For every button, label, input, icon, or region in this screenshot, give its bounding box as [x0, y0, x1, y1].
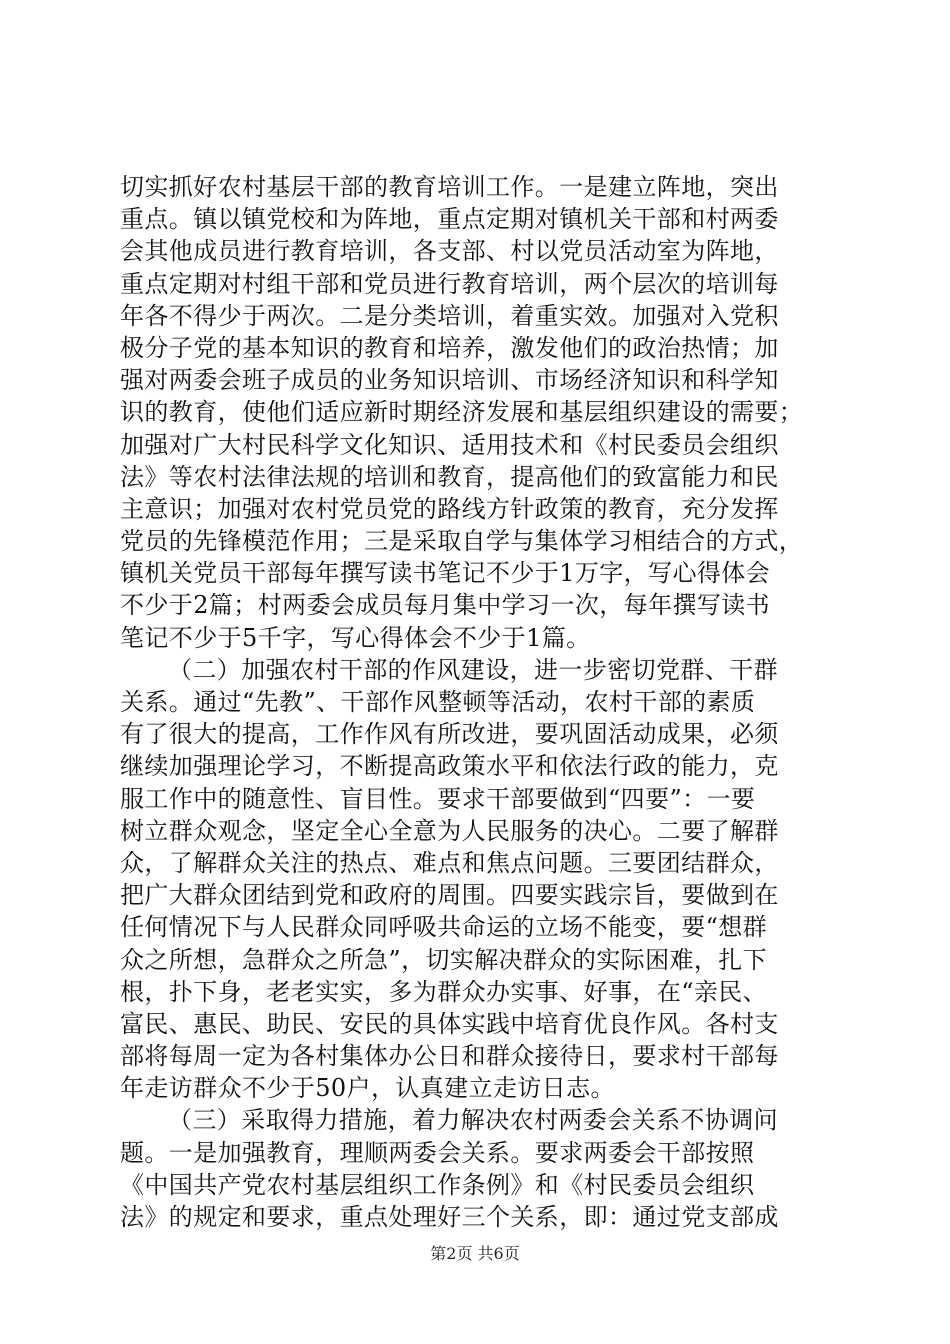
text-line: 服工作中的随意性、盲目性。要求干部要做到“四要”：一要 [120, 784, 756, 813]
text-line: 不少于2篇；村两委会成员每月集中学习一次，每年撰写读书 [120, 591, 771, 620]
text-line: 关系。通过“先教”、干部作风整顿等活动，农村干部的素质 [120, 688, 756, 716]
text-line: 法》等农村法律法规的培训和教育，提高他们的致富能力和民 [120, 462, 779, 491]
page-footer [0, 1244, 950, 1264]
text-line: 部将每周一定为各村集体办公日和群众接待日，要求村干部每 [120, 1042, 779, 1071]
text-line: 有了很大的提高，工作作风有所改进，要巩固活动成果，必须 [120, 720, 779, 749]
text-line: 年走访群众不少于50户，认真建立走访日志。 [120, 1074, 615, 1103]
text-line: 主意识；加强对农村党员党的路线方针政策的教育，充分发挥 [120, 494, 779, 523]
page-number-label: 第2页 共6页 [430, 1244, 520, 1263]
text-line: 加强对广大村民科学文化知识、适用技术和《村民委员会组织 [120, 430, 779, 459]
text-line: 重点定期对村组干部和党员进行教育培训，两个层次的培训每 [120, 269, 779, 298]
text-line: 识的教育，使他们适应新时期经济发展和基层组织建设的需要； [120, 398, 804, 427]
text-line-indented: （二）加强农村干部的作风建设，进一步密切党群、干群 [168, 655, 778, 684]
text-line: 树立群众观念，坚定全心全意为人民服务的决心。二要了解群 [120, 816, 779, 845]
text-line: 切实抓好农村基层干部的教育培训工作。一是建立阵地，突出 [120, 173, 779, 201]
text-line: 继续加强理论学习，不断提高政策水平和依法行政的能力，克 [120, 752, 779, 781]
text-line: 重点。镇以镇党校和为阵地，重点定期对镇机关干部和村两委 [120, 205, 779, 234]
paragraph-3 [120, 1104, 840, 1233]
text-line: 任何情况下与人民群众同呼吸共命运的立场不能变，要“想群 [120, 913, 768, 942]
paragraph-2 [120, 654, 840, 1105]
text-line: 把广大群众团结到党和政府的周围。四要实践宗旨，要做到在 [120, 881, 779, 910]
text-line: 题。一是加强教育，理顺两委会关系。要求两委会干部按照 [120, 1138, 755, 1167]
text-line: 法》的规定和要求，重点处理好三个关系，即：通过党支部成 [120, 1203, 779, 1231]
text-line: 党员的先锋模范作用；三是采取自学与集体学习相结合的方式， [120, 527, 804, 556]
text-line: 强对两委会班子成员的业务知识培训、市场经济知识和科学知 [120, 366, 779, 395]
paragraph-1 [120, 171, 840, 654]
text-line: 会其他成员进行教育培训，各支部、村以党员活动室为阵地， [120, 237, 779, 266]
text-line: 极分子党的基本知识的教育和培养，激发他们的政治热情；加 [120, 333, 779, 362]
text-line: 《中国共产党农村基层组织工作条例》和《村民委员会组织 [120, 1170, 755, 1199]
text-line: 年各不得少于两次。二是分类培训，着重实效。加强对入党积 [120, 301, 779, 330]
text-line: 富民、惠民、助民、安民的具体实践中培育优良作风。各村支 [120, 1009, 779, 1038]
text-line: 众，了解群众关注的热点、难点和焦点问题。三要团结群众， [120, 848, 779, 877]
text-line-indented: （三）采取得力措施，着力解决农村两委会关系不协调问 [168, 1106, 778, 1135]
text-line: 众之所想，急群众之所急”，切实解决群众的实际困难，扎下 [120, 945, 768, 974]
text-line: 笔记不少于5千字，写心得体会不少于1篇。 [120, 623, 591, 652]
text-line: 根，扑下身，老老实实，多为群众办实事、好事，在“亲民、 [120, 977, 768, 1006]
document-body [120, 171, 840, 1233]
text-line: 镇机关党员干部每年撰写读书笔记不少于1万字，写心得体会 [120, 559, 771, 588]
